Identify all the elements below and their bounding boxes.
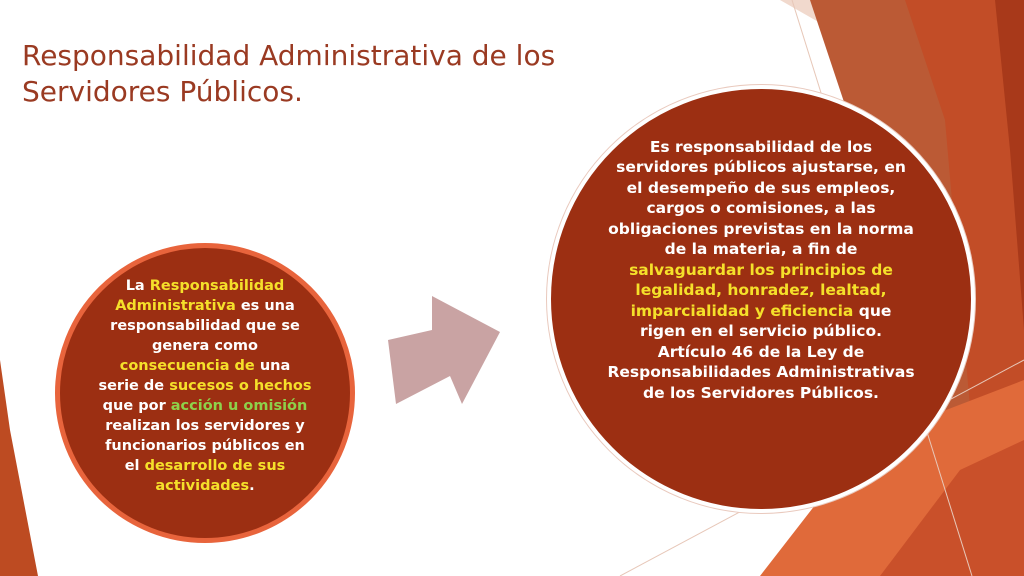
obligation-text-part: que rigen en el servicio público. Artículo 46 de la Ley de Responsabilidades Administrativas de los Servidores Públicos. <box>607 301 915 402</box>
definition-text-part: . <box>249 478 255 494</box>
obligation-text <box>606 137 916 404</box>
highlight-sucesos: sucesos o hechos <box>169 378 312 394</box>
stripe-left <box>0 360 38 576</box>
definition-circle <box>55 243 355 543</box>
highlight-consecuencia: consecuencia de <box>119 358 255 374</box>
title-line-2: Servidores Públicos. <box>22 75 303 108</box>
obligation-text-part: Es responsabilidad de los servidores públicos ajustarse, en el desempeño de sus empleos, cargos o comisiones, a las obligaciones previstas en la norma de la materia, a fin de <box>608 137 914 259</box>
obligation-circle <box>547 85 975 513</box>
definition-text-part: es una responsabilidad que se genera como <box>110 298 300 354</box>
definition-text-part: una serie de <box>98 358 291 394</box>
definition-text <box>98 276 313 496</box>
slide-title <box>22 38 662 110</box>
highlight-desarrollo: desarrollo de sus actividades <box>144 458 286 494</box>
definition-text-part: que por <box>102 398 171 414</box>
definition-text-part: La <box>125 278 150 294</box>
arrow-right-icon <box>388 296 500 404</box>
highlight-principios: salvaguardar los principios de legalidad, honradez, lealtad, imparcialidad y eficiencia <box>629 260 893 320</box>
highlight-accion: acción u omisión <box>170 398 308 414</box>
highlight-responsabilidad: Responsabilidad Administrativa <box>115 278 285 314</box>
definition-text-part: realizan los servidores y funcionarios públicos en el <box>105 418 305 474</box>
title-line-1: Responsabilidad Administrativa de los <box>22 39 556 72</box>
